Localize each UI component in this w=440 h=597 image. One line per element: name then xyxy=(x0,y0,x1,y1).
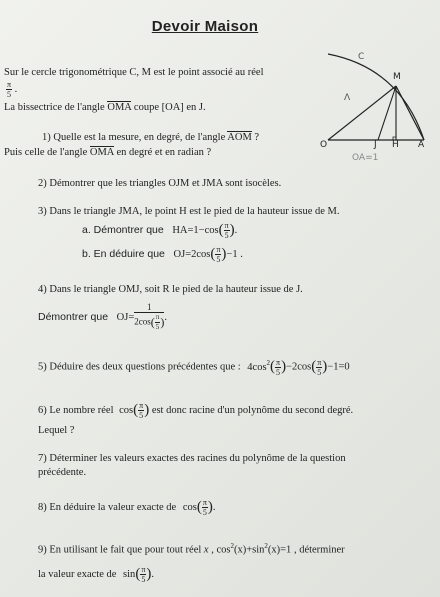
q8-pre: 8) En déduire la valeur exacte de xyxy=(38,501,177,513)
pi-den: 5 xyxy=(139,411,144,420)
fraction-end: . xyxy=(14,83,18,95)
intro-line2-pre: La bissectrice de l'angle xyxy=(4,102,105,113)
pi-num: π xyxy=(216,245,221,254)
segment-om xyxy=(328,86,396,140)
q9-sup2: 2 xyxy=(264,542,268,550)
fraction-numerator: π xyxy=(7,80,12,89)
q1-line2-pre: Puis celle de l'angle xyxy=(4,147,88,158)
pi-num: π xyxy=(155,313,160,321)
q3a-label: a. Démontrer que xyxy=(82,223,164,236)
angle-aom: AOM xyxy=(227,132,252,143)
q4-den: 2cos xyxy=(134,316,151,327)
q9-f1: cos xyxy=(216,544,231,556)
q9-f3: (x)=1 xyxy=(267,544,292,556)
q5-sup: 2 xyxy=(266,359,271,367)
q5-f3: −1=0 xyxy=(327,361,350,373)
pi-den: 5 xyxy=(276,367,281,377)
q9-end: . xyxy=(151,568,154,580)
q1-line2-post: en degré et en radian ? xyxy=(116,147,212,158)
q9-line1 xyxy=(38,540,345,557)
label-a: A xyxy=(418,140,425,150)
pi-den: 5 xyxy=(224,231,229,240)
q3b-label: b. En déduire que xyxy=(82,247,165,260)
pi-num: π xyxy=(139,401,144,410)
intro-line1: Sur le cercle trigonométrique C, M est le point associé au réel xyxy=(4,67,264,78)
q9-pre: 9) En utilisant le fait que pour tout réel xyxy=(38,544,202,556)
intro-fraction xyxy=(6,80,17,99)
q8-line: 8) En déduire la valeur exacte de cos( $\frac{\pi}{5}$ ). xyxy=(38,498,216,517)
circle-figure xyxy=(300,48,438,170)
segment-mj xyxy=(378,86,396,140)
q9-line2: la valeur exacte de sin( $\frac{\pi}{5}$ ). xyxy=(38,565,154,584)
circle-arc xyxy=(328,54,424,140)
annotation-oa: OA=1 xyxy=(352,153,379,163)
q1-post: ? xyxy=(254,132,260,143)
label-c: C xyxy=(358,52,365,62)
q9-sup1: 2 xyxy=(230,542,234,550)
pi-den: 5 xyxy=(155,323,160,331)
q1-line2 xyxy=(4,146,211,159)
page-title: Devoir Maison xyxy=(151,18,259,35)
q5-label: 5) Déduire des deux questions précédentes que : xyxy=(38,361,241,373)
intro-line2 xyxy=(4,101,206,114)
angle-oma-2: OMA xyxy=(89,147,114,158)
q4-label: Démontrer que xyxy=(38,310,109,323)
pi-den: 5 xyxy=(202,508,207,517)
pi-den: 5 xyxy=(317,367,322,377)
pi-den: 5 xyxy=(141,575,146,584)
pi-den: 5 xyxy=(216,255,221,264)
q3b-end: −1 . xyxy=(226,248,243,260)
q5-f1: 4cos xyxy=(247,361,267,373)
q9-var: x , xyxy=(203,544,214,556)
label-h: H xyxy=(392,140,399,150)
q3-text: 3) Dans le triangle JMA, le point H est le pied de la hauteur issue de M. xyxy=(38,206,340,217)
q3b-formula: OJ=2cos xyxy=(173,248,211,260)
q8-end: . xyxy=(212,501,216,513)
annotation-lambda: Λ xyxy=(344,93,351,103)
q8-cos: cos xyxy=(182,501,197,513)
label-j: J xyxy=(374,140,377,150)
q4-num: 1 xyxy=(134,303,164,313)
pi-num: π xyxy=(276,357,281,367)
q2-text: 2) Démontrer que les triangles OJM et JMA sont isocèles. xyxy=(38,178,282,189)
pi-num: π xyxy=(202,498,207,507)
q4-lhs: OJ= xyxy=(116,311,135,323)
segment-ma xyxy=(396,86,424,140)
pi-num: π xyxy=(317,357,322,367)
q6-line1: 6) Le nombre réel cos( $\frac{\pi}{5}$ ) est donc racine d'un polynôme du second degré. xyxy=(38,401,354,420)
q4-line: Démontrer que OJ= 1 2cos( $\frac{\pi}{5}$ ) . xyxy=(38,302,167,331)
pi-num: π xyxy=(141,565,146,574)
label-o: O xyxy=(320,140,328,150)
q6-post: est donc racine d'un polynôme du second degré. xyxy=(151,404,354,416)
q4-end: . xyxy=(164,311,167,323)
q6-cos: cos xyxy=(119,404,134,416)
q1-line1 xyxy=(42,131,259,144)
q4-text: 4) Dans le triangle OMJ, soit R le pied de la hauteur issue de J. xyxy=(38,284,303,295)
q3b-line: b. En déduire que OJ=2cos( $\frac{\pi}{5}$ )−1 . xyxy=(82,245,243,264)
q6-pre: 6) Le nombre réel xyxy=(38,404,114,416)
angle-oma: OMA xyxy=(107,102,132,113)
pi-num: π xyxy=(224,221,229,230)
q7-line1: 7) Déterminer les valeurs exactes des racines du polynôme de la question xyxy=(38,453,346,464)
q3a-end: . xyxy=(234,224,238,236)
q5-line: 5) Déduire des deux questions précédentes que : $4\cos^2$( $\frac{\pi}{5}$ )−2cos( $\frac{\pi}{5}$ )−1=0 xyxy=(38,357,350,377)
intro-line2-post: coupe [OA] en J. xyxy=(133,102,206,113)
q1-pre: 1) Quelle est la mesure, en degré, de l'angle xyxy=(42,132,226,143)
q9-post: , déterminer xyxy=(293,544,345,556)
q9-sin: sin xyxy=(123,568,136,580)
label-m: M xyxy=(393,72,401,82)
q5-f2: −2cos xyxy=(286,361,312,373)
q7-line2: précédente. xyxy=(38,467,87,478)
q3a-formula: HA=1−cos xyxy=(172,224,219,236)
q6-line2: Lequel ? xyxy=(38,425,75,436)
q3a-line: a. Démontrer que HA=1−cos( $\frac{\pi}{5}$ ). xyxy=(82,221,238,240)
q9-f2: (x)+sin xyxy=(233,544,265,556)
q9-line2-text: la valeur exacte de xyxy=(38,568,117,580)
fraction-denominator: 5 xyxy=(7,90,12,99)
